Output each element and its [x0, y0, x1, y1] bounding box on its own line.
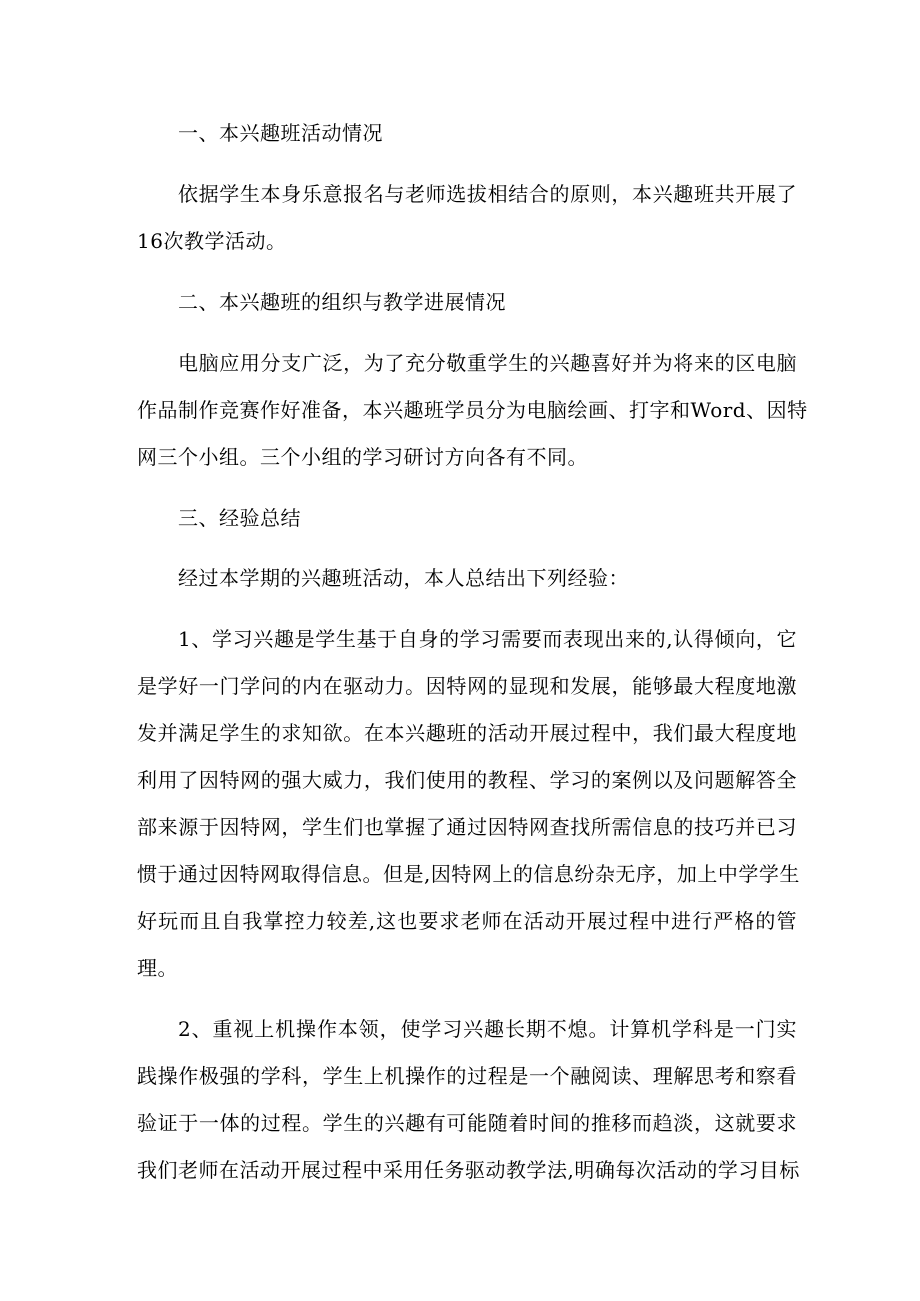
paragraph-line: 2、重视上机操作本领，使学习兴趣长期不熄。计算机学科是一门实 [178, 1017, 797, 1041]
paragraph-line: 利用了因特网的强大威力，我们使用的教程、学习的案例以及问题解答全 [137, 768, 797, 792]
paragraph-line: 验证于一体的过程。学生的兴趣有可能随着时间的推移而趋淡，这就要求 [137, 1111, 797, 1135]
paragraph-line: 践操作极强的学科，学生上机操作的过程是一个融阅读、理解思考和察看 [137, 1064, 797, 1088]
paragraph-line: 1、学习兴趣是学生基于自身的学习需要而表现出来的,认得倾向，它 [178, 627, 797, 651]
paragraph-line: 作品制作竞赛作好准备，本兴趣班学员分为电脑绘画、打字和Word、因特 [137, 398, 808, 422]
paragraph-line: 网三个小组。三个小组的学习研讨方向各有不同。 [137, 445, 588, 469]
paragraph-line: 好玩而且自我掌控力较差,这也要求老师在活动开展过程中进行严格的管 [137, 909, 797, 933]
paragraph-line: 我们老师在活动开展过程中采用任务驱动教学法,明确每次活动的学习目标 [137, 1158, 800, 1182]
paragraph-line: 理。 [137, 956, 178, 980]
paragraph-line: 是学好一门学问的内在驱动力。因特网的显现和发展，能够最大程度地激 [137, 674, 797, 698]
paragraph-line: 发并满足学生的求知欲。在本兴趣班的活动开展过程中，我们最大程度地 [137, 721, 797, 745]
paragraph-line: 惯于通过因特网取得信息。但是,因特网上的信息纷杂无序，加上中学学生 [137, 862, 800, 886]
paragraph-line: 16次教学活动。 [137, 229, 287, 253]
section-heading-1: 一、本兴趣班活动情况 [178, 121, 383, 145]
paragraph-line: 电脑应用分支广泛，为了充分敬重学生的兴趣喜好并为将来的区电脑 [178, 351, 797, 375]
section-heading-3: 三、经验总结 [178, 506, 301, 530]
section-heading-2: 二、本兴趣班的组织与教学进展情况 [178, 290, 506, 314]
paragraph-line: 经过本学期的兴趣班活动，本人总结出下列经验： [178, 566, 629, 590]
paragraph-line: 部来源于因特网，学生们也掌握了通过因特网查找所需信息的技巧并已习 [137, 815, 797, 839]
paragraph-line: 依据学生本身乐意报名与老师选拔相结合的原则，本兴趣班共开展了 [178, 182, 797, 206]
